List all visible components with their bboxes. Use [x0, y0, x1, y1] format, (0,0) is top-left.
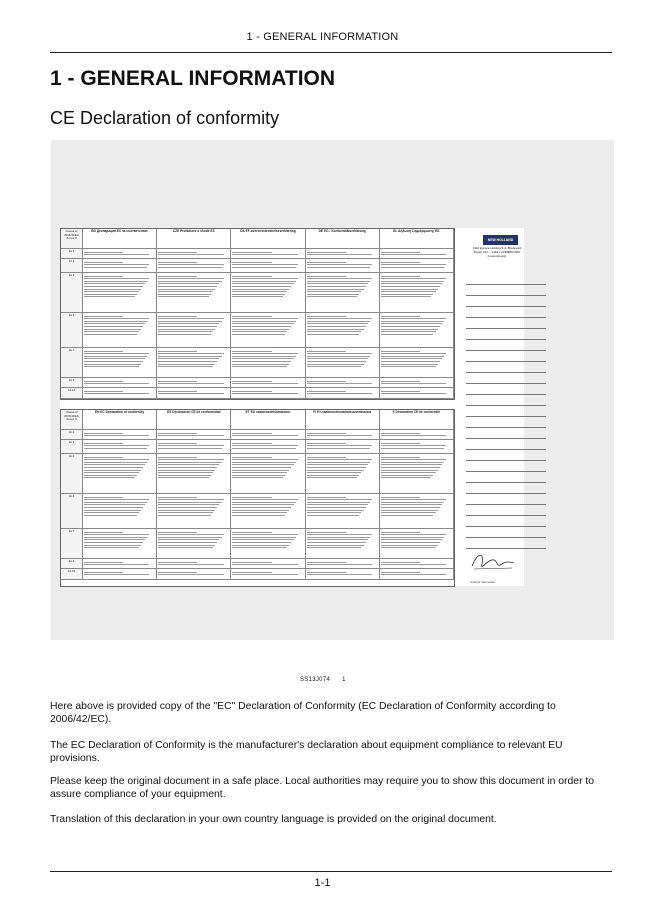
clause-label: 1A.9 [61, 378, 83, 388]
declaration-cell [157, 430, 231, 440]
declaration-cell [157, 273, 231, 313]
declaration-cell [157, 440, 231, 454]
paragraph-3: Please keep the original document in a safe place. Local authorities may require you to show this document in order to assure compliance of your equipment. [50, 776, 595, 800]
language-header: DA EF-overensstemmelseserklæring [231, 229, 305, 249]
declaration-cell [83, 348, 157, 378]
language-header: DE EG - Konformitätserklärung [306, 229, 380, 249]
clause-label: 1A.3 [61, 273, 83, 313]
figure-code: SS13J074 [300, 677, 331, 683]
declaration-cell [157, 348, 231, 378]
paragraph-1: Here above is provided copy of the "EC" Declaration of Conformity (EC Declaration of Conformity according to 2006/42/EC). [50, 701, 556, 725]
clause-label: 1A.4 [61, 313, 83, 348]
declaration-cell [306, 273, 380, 313]
declaration-cell [380, 313, 454, 348]
declaration-cell [83, 313, 157, 348]
declaration-cell [380, 430, 454, 440]
declaration-cell [231, 378, 305, 388]
clause-label: 1A.10 [61, 388, 83, 399]
declaration-cell [157, 454, 231, 494]
declaration-cell [157, 259, 231, 273]
declaration-cell [306, 559, 380, 569]
running-header: 1 - GENERAL INFORMATION [246, 31, 399, 43]
clause-label: 1A.10 [61, 569, 83, 580]
declaration-cell [380, 378, 454, 388]
declaration-cell [231, 313, 305, 348]
declaration-cell [83, 440, 157, 454]
section-title: 1 - GENERAL INFORMATION [50, 67, 336, 90]
declaration-cell [380, 273, 454, 313]
declaration-cell [157, 569, 231, 580]
language-header: F Déclaration CE de conformité [380, 410, 454, 430]
language-header: EL Δήλωση Συμμόρφωσης ΕΚ [380, 229, 454, 249]
declaration-cell [306, 430, 380, 440]
declaration-cell [306, 454, 380, 494]
declaration-cell [380, 529, 454, 559]
declaration-sheet [60, 228, 524, 586]
footer-rule [50, 871, 612, 872]
declaration-cell [306, 259, 380, 273]
declaration-cell [380, 494, 454, 529]
figure-caption [300, 677, 346, 683]
declaration-cell [306, 569, 380, 580]
clause-label: 1A.3 [61, 454, 83, 494]
paragraph-4: Translation of this declaration in your own country language is provided on the original document. [50, 814, 497, 825]
signatory-name: Antoine Vermeulen [470, 580, 496, 584]
declaration-cell [157, 313, 231, 348]
clause-label: 1A.2 [61, 259, 83, 273]
declaration-cell [231, 388, 305, 399]
declaration-cell [83, 529, 157, 559]
declaration-cell [306, 378, 380, 388]
figure-number: 1 [342, 677, 346, 683]
declaration-cell [380, 569, 454, 580]
header-rule [50, 52, 612, 53]
clause-header: Clause of 2006/42/EC Annex II [61, 229, 83, 249]
clause-label: 1A.9 [61, 559, 83, 569]
declaration-cell [157, 494, 231, 529]
language-header: CZE Prohlášení o shodě ES [157, 229, 231, 249]
declaration-cell [83, 430, 157, 440]
declaration-cell [306, 348, 380, 378]
declaration-cell [83, 494, 157, 529]
declaration-cell [380, 559, 454, 569]
language-header: FI EY-vaatimustenmukaisuusvakuutus [306, 410, 380, 430]
declaration-cell [231, 559, 305, 569]
declaration-cell [83, 249, 157, 259]
declaration-cell [306, 529, 380, 559]
clause-label: 1A.4 [61, 494, 83, 529]
clause-header: Clause of 2006/42/EC Annex II [61, 410, 83, 430]
declaration-cell [380, 454, 454, 494]
paragraph-2: The EC Declaration of Conformity is the manufacturer's declaration about equipment compliance to relevant EU provisions. [50, 740, 563, 764]
declaration-cell [157, 378, 231, 388]
declaration-cell [157, 559, 231, 569]
declaration-cell [380, 249, 454, 259]
clause-label: 1A.7 [61, 348, 83, 378]
declaration-cell [306, 249, 380, 259]
declaration-table-top [60, 228, 455, 400]
declaration-cell [231, 273, 305, 313]
clause-label: 1A.7 [61, 529, 83, 559]
manufacturer-address: CNH Europe Holding S.A. Boulevard Royal, 24 L - 2449 LUXEMBOURG (Luxembourg) [472, 246, 522, 258]
declaration-cell [231, 249, 305, 259]
declaration-cell [231, 440, 305, 454]
language-header: ET EÜ vastavusdeklaratsioon [231, 410, 305, 430]
new-holland-logo: NEW HOLLAND [483, 235, 518, 245]
declaration-cell [83, 273, 157, 313]
declaration-cell [231, 348, 305, 378]
language-header: ES Declaración CE de conformidad [157, 410, 231, 430]
clause-label: 1A.1 [61, 249, 83, 259]
declaration-cell [157, 529, 231, 559]
declaration-cell [231, 529, 305, 559]
language-header: EN EC Declaration of conformity [83, 410, 157, 430]
declaration-cell [231, 569, 305, 580]
declaration-cell [231, 494, 305, 529]
page-number: 1-1 [314, 877, 331, 889]
declaration-cell [306, 313, 380, 348]
clause-label: 1A.2 [61, 440, 83, 454]
declaration-cell [380, 388, 454, 399]
declaration-cell [306, 494, 380, 529]
section-subtitle: CE Declaration of conformity [50, 108, 280, 128]
declaration-fill-lines [466, 284, 546, 559]
declaration-cell [157, 388, 231, 399]
declaration-cell [83, 378, 157, 388]
declaration-cell [380, 440, 454, 454]
declaration-cell [157, 249, 231, 259]
declaration-cell [231, 430, 305, 440]
declaration-cell [380, 259, 454, 273]
declaration-cell [306, 388, 380, 399]
declaration-table-bottom [60, 409, 455, 587]
declaration-cell [83, 454, 157, 494]
declaration-cell [380, 348, 454, 378]
signature [468, 548, 516, 574]
declaration-cell [83, 569, 157, 580]
declaration-cell [83, 388, 157, 399]
clause-label: 1A.1 [61, 430, 83, 440]
declaration-cell [231, 259, 305, 273]
declaration-cell [83, 259, 157, 273]
language-header: BG Декларация ЕС за съответствие [83, 229, 157, 249]
declaration-cell [83, 559, 157, 569]
declaration-cell [231, 454, 305, 494]
declaration-cell [306, 440, 380, 454]
